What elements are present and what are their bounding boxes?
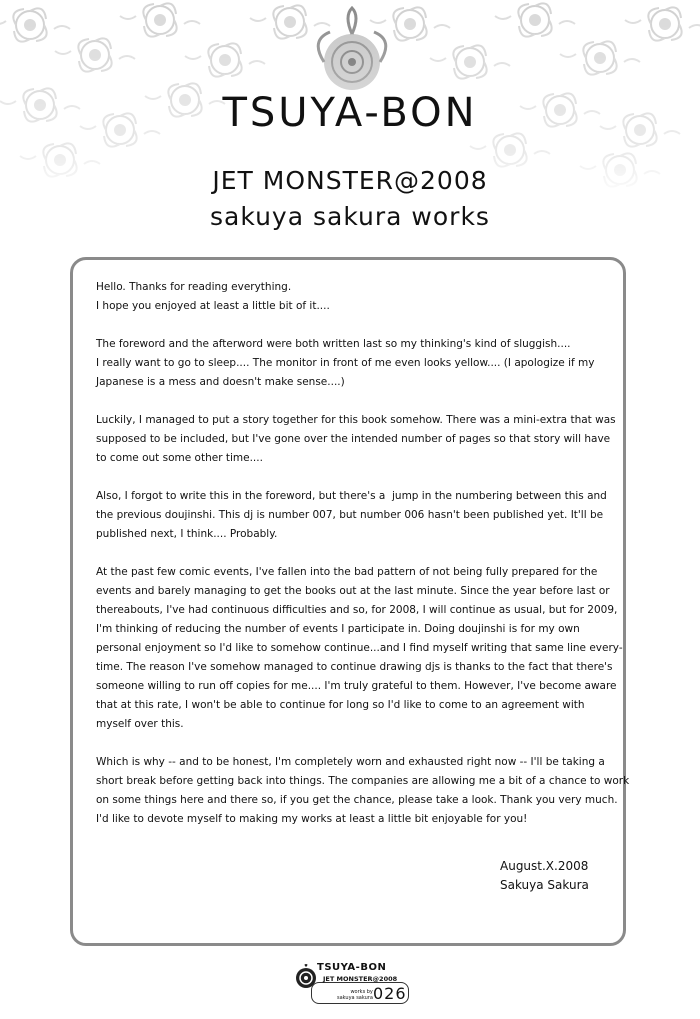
text-line: someone willing to run off copies for me.... I'm truly grateful to them. However, I've become aware bbox=[96, 680, 617, 692]
text-line: At the past few comic events, I've fallen into the bad pattern of not being fully prepared for the bbox=[96, 566, 598, 578]
text-line: that at this rate, I won't be able to continue for long so I'd like to come to an agreement with bbox=[96, 699, 585, 711]
text-line: thereabouts, I've had continuous difficulties and so, for 2008, I will continue as usual, but for 2009, bbox=[96, 604, 618, 616]
page-number: 026 bbox=[373, 984, 407, 1003]
signoff bbox=[500, 857, 610, 895]
works-by-label: works by bbox=[350, 989, 373, 995]
afterword-letter bbox=[96, 278, 630, 848]
footer-subtitle: JET MONSTER@2008 bbox=[323, 975, 398, 983]
text-line: events and barely managing to get the books out at the last minute. Since the year before last or bbox=[96, 585, 610, 597]
letter-signature: Sakuya Sakura bbox=[500, 878, 589, 892]
text-line: short break before getting back into things. The companies are allowing me a bit of a chance to work bbox=[96, 775, 630, 787]
text-line: personal enjoyment so I'd like to somehow continue...and I find myself writing that same line every- bbox=[96, 642, 623, 654]
paragraph bbox=[96, 411, 616, 468]
text-line: myself over this. bbox=[96, 718, 184, 730]
text-line: Japanese is a mess and doesn't make sense....) bbox=[96, 376, 345, 388]
text-line: Luckily, I managed to put a story together for this book somehow. There was a mini-extra that was bbox=[96, 414, 616, 426]
text-line: Also, I forgot to write this in the foreword, but there's a jump in the numbering between this and bbox=[96, 490, 607, 502]
footer-logo bbox=[293, 962, 413, 1010]
text-line: on some things here and there so, if you get the chance, please take a look. Thank you very much. bbox=[96, 794, 618, 806]
text-line: Hello. Thanks for reading everything. bbox=[96, 281, 292, 293]
text-line: I really want to go to sleep.... The monitor in front of me even looks yellow.... (I apologize if my bbox=[96, 357, 595, 369]
footer-works-by bbox=[337, 989, 373, 1001]
book-title: TSUYA-BON bbox=[222, 90, 478, 136]
works-by-author: sakuya sakura bbox=[337, 995, 373, 1001]
text-line: I'm thinking of reducing the number of events I participate in. Doing doujinshi is for my own bbox=[96, 623, 580, 635]
text-line: published next, I think.... Probably. bbox=[96, 528, 278, 540]
text-line: supposed to be included, but I've gone over the intended number of pages so that story will have bbox=[96, 433, 611, 445]
text-line: I'd like to devote myself to making my works at least a little bit enjoyable for you! bbox=[96, 813, 528, 825]
text-line: I hope you enjoyed at least a little bit of it.... bbox=[96, 300, 330, 312]
text-line: Which is why -- and to be honest, I'm completely worn and exhausted right now -- I'll be taking a bbox=[96, 756, 605, 768]
text-line: the previous doujinshi. This dj is number 007, but number 006 hasn't been published yet. It'll be bbox=[96, 509, 604, 521]
text-line: time. The reason I've somehow managed to continue drawing djs is thanks to the fact that there's bbox=[96, 661, 613, 673]
author-works-line: sakuya sakura works bbox=[210, 202, 490, 231]
paragraph bbox=[96, 487, 610, 544]
circle-name: JET MONSTER@2008 bbox=[212, 166, 488, 195]
paragraph bbox=[96, 335, 610, 392]
text-line: to come out some other time.... bbox=[96, 452, 263, 464]
paragraph bbox=[96, 278, 610, 316]
paragraph bbox=[96, 753, 630, 829]
footer-title: TSUYA-BON bbox=[317, 962, 387, 973]
paragraph bbox=[96, 563, 623, 734]
letter-date: August.X.2008 bbox=[500, 859, 589, 873]
text-line: The foreword and the afterword were both written last so my thinking's kind of sluggish.... bbox=[96, 338, 571, 350]
